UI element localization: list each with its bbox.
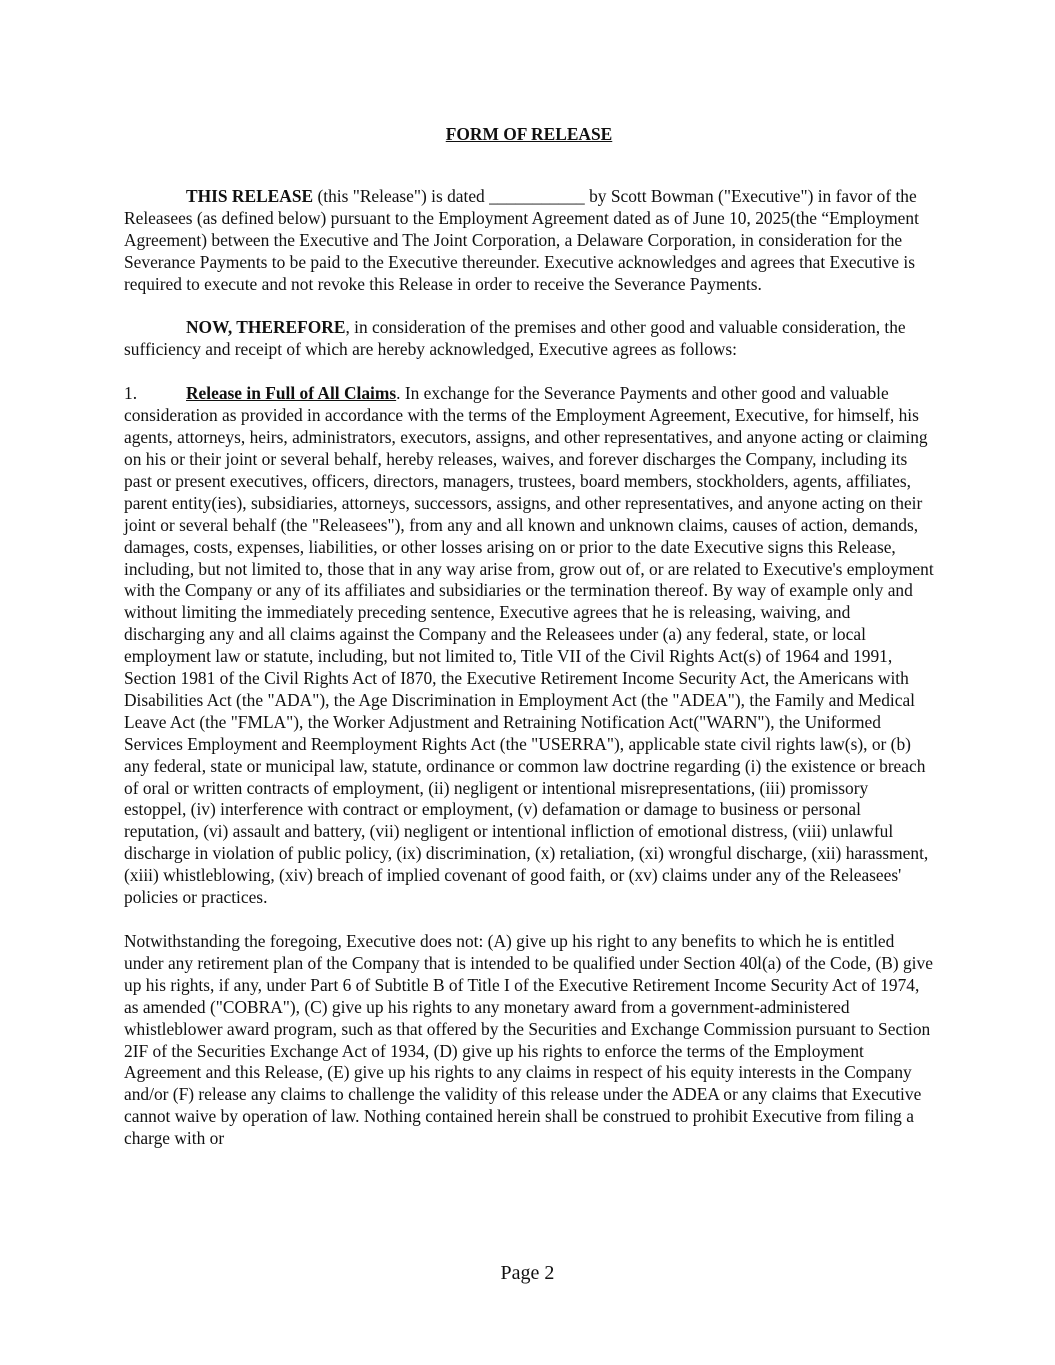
notwithstanding-paragraph: Notwithstanding the foregoing, Executive does not: (A) give up his right to any benefits to which he is entitled under any retirement plan of the Company that is intended to be qualified under Section 40l(a) of the Code, (B) give up his rights, if any, under Part 6 of Subtitle B of Title I of the Executive Retirement Income Security Act of 1974, as amended ("COBRA"), (C) give up his rights to any monetary award from a government-administered whistleblower award program, such as that offered by the Securities and Exchange Commission pursuant to Section 2IF of the Securities Exchange Act of 1934, (D) give up his rights to enforce the terms of the Employment Agreement and this Release, (E) give up his rights to any claims in respect of his equity interests in the Company and/or (F) release any claims to challenge the validity of this release under the ADEA or any claims that Executive cannot waive by operation of law. Nothing contained herein shall be construed to prohibit Executive from filing a charge with or xyxy=(124,931,933,1149)
intro-lead: THIS RELEASE xyxy=(186,185,314,206)
document-title: FORM OF RELEASE xyxy=(445,124,613,144)
intro-text: (this "Release") is dated ___________ by Scott Bowman ("Executive") in favor of the Releasees (as defined below) pursuant to the Employment Agreement dated as of June 10, 2025(the “Employment Agreement) between the Executive and The Joint Corporation, a Delaware Corporation, in consideration for the Severance Payments to be paid to the Executive thereunder. Executive acknowledges and agrees that Executive is required to execute and not revoke this Release in order to receive the Severance Payments. xyxy=(124,185,919,294)
section-1-heading: Release in Full of All Claims xyxy=(186,383,397,404)
section-1-number: 1. xyxy=(124,383,138,404)
now-therefore-text: , in consideration of the premises and other good and valuable consideration, the sufficiency and receipt of which are hereby acknowledged, Executive agrees as follows: xyxy=(124,317,906,360)
section-1-text: . In exchange for the Severance Payments and other good and valuable consideration as provided in accordance with the terms of the Employment Agreement, Executive, for himself, his agents, attorneys, heirs, administrators, executors, assigns, and other representatives, and anyone acting or claiming on his or their joint or several behalf, hereby releases, waives, and forever discharges the Company, including its past or present executives, officers, directors, managers, trustees, board members, stockholders, agents, affiliates, parent entity(ies), subsidiaries, attorneys, successors, assigns, and other representatives, and anyone acting on their joint or several behalf (the "Releasees"), from any and all known and unknown claims, causes of action, demands, damages, costs, expenses, liabilities, or other losses arising on or prior to the date Executive signs this Release, including, but not limited to, those that in any way arise from, grow out of, or are related to Executive's employment with the Company or any of its affiliates and subsidiaries or the termination thereof. By way of example only and without limiting the immediately preceding sentence, Executive agrees that he is releasing, waiving, and discharging any and all claims against the Company and the Releasees under (a) any federal, state, or local employment law or statute, including, but not limited to, Title VII of the Civil Rights Act(s) of 1964 and 1991, Section 1981 of the Civil Rights Act of I870, the Executive Retirement Income Security Act, the Americans with Disabilities Act (the "ADA"), the Age Discrimination in Employment Act (the "ADEA"), the Family and Medical Leave Act (the "FMLA"), the Worker Adjustment and Retraining Notification Act("WARN"), the Uniformed Services Employment and Reemployment Rights Act (the "USERRA"), applicable state civil rights law(s), or (b) any federal, state or municipal law, statute, ordinance or common law doctrine regarding (i) the existence or breach of oral or written contracts of employment, (ii) negligent or intentional misrepresentations, (iii) promissory estoppel, (iv) interference with contract or employment, (v) defamation or damage to business or personal reputation, (vi) assault and battery, (vii) negligent or intentional infliction of emotional distress, (viii) unlawful discharge in violation of public policy, (ix) discrimination, (x) retaliation, (xi) wrongful discharge, (xii) harassment, (xiii) whistleblowing, (xiv) breach of implied covenant of good faith, or (xv) claims under any of the Releasees' policies or practices. xyxy=(124,383,934,908)
intro-paragraph xyxy=(124,186,934,296)
document-page xyxy=(124,124,934,1150)
now-therefore-lead: NOW, THEREFORE xyxy=(186,317,346,338)
now-therefore-paragraph xyxy=(124,317,934,361)
page-number: Page 2 xyxy=(500,1262,555,1284)
section-1-paragraph xyxy=(124,383,934,909)
